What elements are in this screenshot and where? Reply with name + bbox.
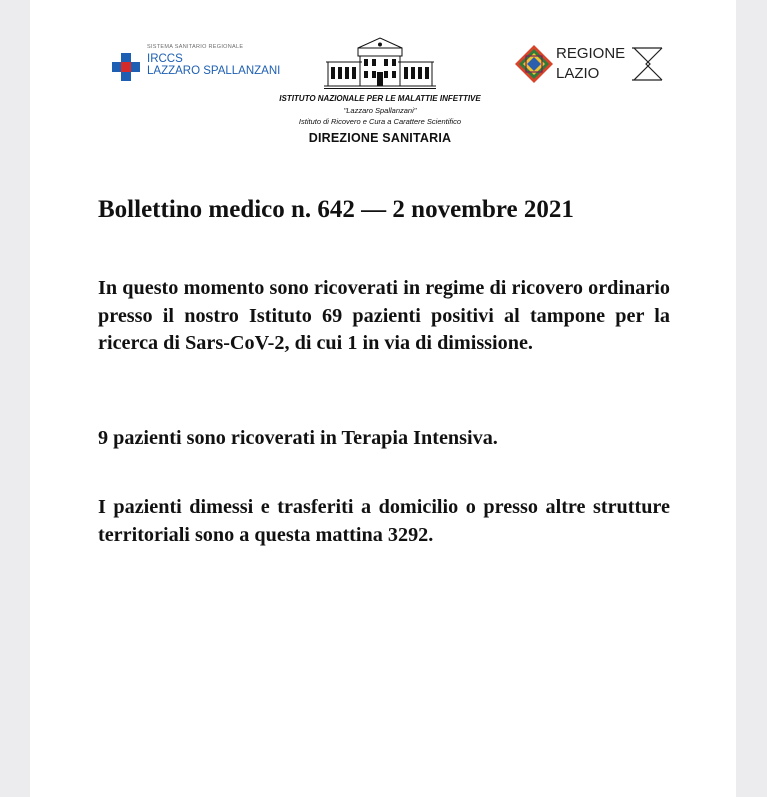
lazio-text: LAZIO	[556, 65, 600, 82]
institute-type: Istituto di Ricovero e Cura a Carattere Scientifico	[298, 117, 462, 126]
regione-lazio-logo	[514, 44, 664, 88]
institute-name: ISTITUTO NAZIONALE PER LE MALATTIE INFETTIVE	[279, 94, 481, 103]
lazio-chevron-icon	[632, 44, 664, 84]
institute-building-icon	[324, 36, 436, 90]
document-page	[30, 0, 736, 797]
logo-supertitle: SISTEMA SANITARIO REGIONALE	[147, 44, 244, 50]
regione-lazio-emblem-icon	[514, 44, 554, 84]
bulletin-paragraph-hospitalized: In questo momento sono ricoverati in regime di ricovero ordinario presso il nostro Istituto 69 pazienti positivi al tampone per la ricerca di Sars-CoV-2, di cui 1 in via di dimissione.	[98, 277, 670, 354]
bulletin-title: Bollettino medico n. 642 — 2 novembre 2021	[98, 196, 574, 223]
logo-irccs-text: IRCCS	[147, 53, 183, 65]
institute-subname: "Lazzaro Spallanzani"	[343, 106, 417, 115]
bulletin-paragraph-discharged: I pazienti dimessi e trasferiti a domicilio o presso altre strutture territoriali sono a questa mattina 3292.	[98, 496, 670, 546]
logo-spallanzani-text: LAZZARO SPALLANZANI	[147, 65, 281, 77]
medical-cross-icon	[112, 53, 140, 81]
regione-text: REGIONE	[556, 45, 626, 62]
department-title: DIREZIONE SANITARIA	[308, 131, 452, 145]
bulletin-paragraph-intensive-care: 9 pazienti sono ricoverati in Terapia Intensiva.	[98, 427, 498, 449]
spallanzani-logo	[112, 44, 282, 84]
